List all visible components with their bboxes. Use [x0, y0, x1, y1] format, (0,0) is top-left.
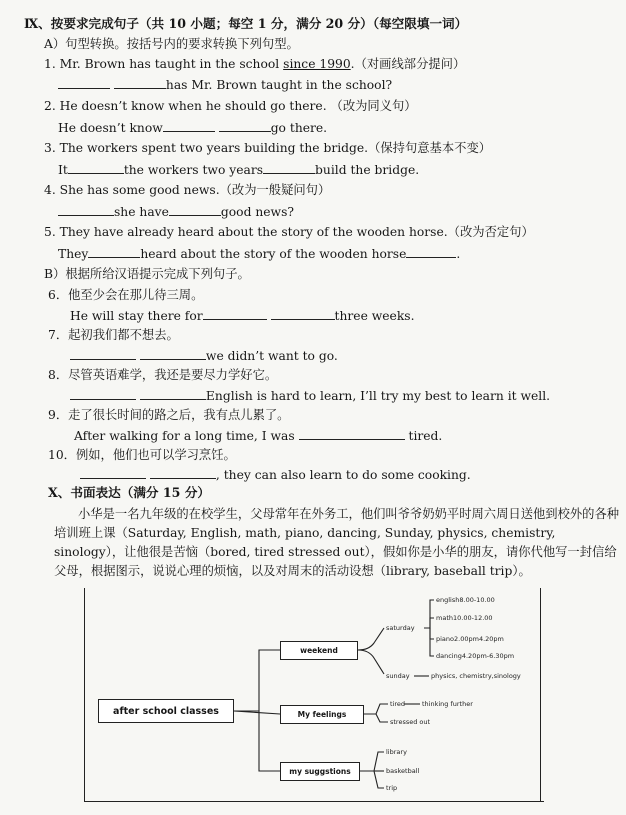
mindmap [84, 588, 544, 802]
q1 [44, 56, 465, 72]
q5-text-a: They [58, 247, 89, 261]
section10-prompt: 小华是一名九年级的在校学生，父母常年在外务工，他们叫爷爷奶奶平时周六周日送他到校外的各种培训班上课（Saturday, English, math, piano, dancing, Sunday, physics, chemistry, sinology），让他很是苦恼（bored, tired stressed out），假如你是小华的朋友，请你代他写一封信给父母，根据图示，说说心理的烦恼，以及对周末的活动设想（library, baseball trip）。 [54, 507, 620, 578]
q9-blank-1[interactable] [299, 427, 351, 440]
q7-answer-line [70, 347, 338, 364]
q2: 2. He doesn’t know when he should go there. （改为同义句） [44, 99, 417, 113]
connector-feelings-stressed [376, 714, 388, 722]
q5-text-c: . [456, 247, 461, 261]
q4-answer-line [58, 203, 294, 220]
connector-sugg-trip [374, 771, 384, 788]
q6-text-a: He will stay there for [70, 309, 203, 323]
q2-answer-line [58, 119, 327, 136]
mindmap-sat-item: math10.00-12.00 [436, 614, 493, 622]
q2-text-b: go there. [270, 121, 328, 135]
connector-weekend-sunday [358, 650, 384, 674]
q9-text-a: After walking for a long time, I was [74, 429, 295, 443]
q4-text-a: she have [114, 205, 169, 219]
q2-blank-1[interactable] [163, 119, 215, 132]
q10: 10．例如，他们也可以学习烹饪。 [48, 448, 236, 462]
mindmap-weekend-node: weekend [280, 641, 358, 660]
q6-blank-1[interactable] [203, 307, 267, 320]
q10-blank-2[interactable] [150, 466, 216, 479]
connector-feelings-tired [364, 704, 388, 714]
q1-post: .（对画线部分提问） [350, 57, 466, 71]
q8-text-a: English is hard to learn, I’ll try my best to learn it well. [205, 389, 551, 403]
q3-text-b: the workers two years [123, 163, 264, 177]
q3-text-c: build the bridge. [315, 163, 420, 177]
q1-blank-2[interactable] [114, 76, 166, 89]
q6-blank-2[interactable] [271, 307, 335, 320]
q5-blank-2[interactable] [406, 245, 456, 258]
q8-blank-1[interactable] [70, 387, 136, 400]
q2-blank-2[interactable] [219, 119, 271, 132]
q6-answer-line [70, 307, 415, 324]
q3-blank-2[interactable] [263, 161, 315, 174]
q10-blank-1[interactable] [80, 466, 146, 479]
q9-blank-2[interactable] [351, 427, 405, 440]
q6-text-b: three weeks. [334, 309, 415, 323]
mindmap-center-node: after school classes [98, 699, 234, 723]
q1-pre: 1. Mr. Brown has taught in the school [44, 57, 284, 71]
connector-center-weekend [234, 650, 280, 711]
q5-text-b: heard about the story of the wooden horse [140, 247, 407, 261]
q9-answer-line [74, 427, 442, 444]
mindmap-sugg-item: basketball [386, 767, 420, 775]
q8: 8．尽管英语难学，我还是要尽力学好它。 [48, 368, 278, 382]
q4-blank-1[interactable] [58, 203, 114, 216]
q5-answer-line [58, 245, 460, 262]
mindmap-stressed: stressed out [390, 718, 431, 726]
q7-blank-1[interactable] [70, 347, 136, 360]
q5-blank-1[interactable] [88, 245, 140, 258]
q4-blank-2[interactable] [169, 203, 221, 216]
q1-answer-text: has Mr. Brown taught in the school? [165, 78, 393, 92]
q7-text-a: we didn’t want to go. [205, 349, 338, 363]
q1-answer-line [58, 76, 392, 93]
q3-blank-1[interactable] [68, 161, 124, 174]
mindmap-thinking: thinking further [422, 700, 473, 708]
q3-text-a: It [58, 163, 68, 177]
q5: 5. They have already heard about the story of the wooden horse.（改为否定句） [44, 225, 534, 239]
q9: 9．走了很长时间的路之后，我有点儿累了。 [48, 408, 290, 422]
q1-underlined: since 1990 [283, 57, 351, 71]
connector-sat-2 [430, 618, 434, 628]
q9-text-b: tired. [408, 429, 443, 443]
q7: 7．起初我们都不想去。 [48, 328, 179, 342]
connector-center-suggestions [234, 711, 280, 771]
partB-title: B）根据所给汉语提示完成下列句子。 [44, 267, 250, 281]
section9-title: Ⅸ、按要求完成句子（共 10 小题；每空 1 分，满分 20 分）（每空限填一词） [24, 16, 468, 31]
partA-title: A）句型转换。按括号内的要求转换下列句型。 [44, 37, 299, 51]
mindmap-feelings-node: My feelings [280, 705, 364, 724]
q4: 4. She has some good news.（改为一般疑问句） [44, 183, 331, 197]
connector-sat-4 [430, 628, 434, 656]
q8-answer-line [70, 387, 550, 404]
mindmap-sunday: sunday [386, 672, 410, 680]
mindmap-tired: tired [390, 700, 406, 708]
connector-sat-3 [430, 628, 434, 639]
q7-blank-2[interactable] [140, 347, 206, 360]
mindmap-suggestions-node: my suggstions [280, 762, 360, 781]
mindmap-sat-item: piano2.00pm4.20pm [436, 635, 504, 643]
q6: 6．他至少会在那儿待三周。 [48, 288, 204, 302]
q2-text-a: He doesn’t know [58, 121, 163, 135]
section10-title: Ⅹ、书面表达（满分 15 分） [48, 485, 211, 500]
q3-answer-line [58, 161, 419, 178]
q10-answer-line [80, 466, 471, 483]
mindmap-sugg-item: library [386, 748, 407, 756]
mindmap-sunday-subjects: physics, chemistry,sinology [431, 672, 521, 680]
q1-blank-1[interactable] [58, 76, 110, 89]
mindmap-sat-item: dancing4.20pm-6.30pm [436, 652, 515, 660]
q3: 3. The workers spent two years building the bridge.（保持句意基本不变） [44, 141, 492, 155]
connector-weekend-saturday [358, 628, 384, 650]
q8-blank-2[interactable] [140, 387, 206, 400]
connector-sugg-library [360, 752, 384, 771]
mindmap-sat-item: english8.00-10.00 [436, 596, 495, 604]
connector-sat-1 [424, 600, 434, 628]
q4-text-b: good news? [220, 205, 294, 219]
q10-text-a: , they can also learn to do some cooking. [215, 468, 471, 482]
mindmap-sugg-item: trip [386, 784, 398, 792]
mindmap-saturday: saturday [386, 624, 415, 632]
